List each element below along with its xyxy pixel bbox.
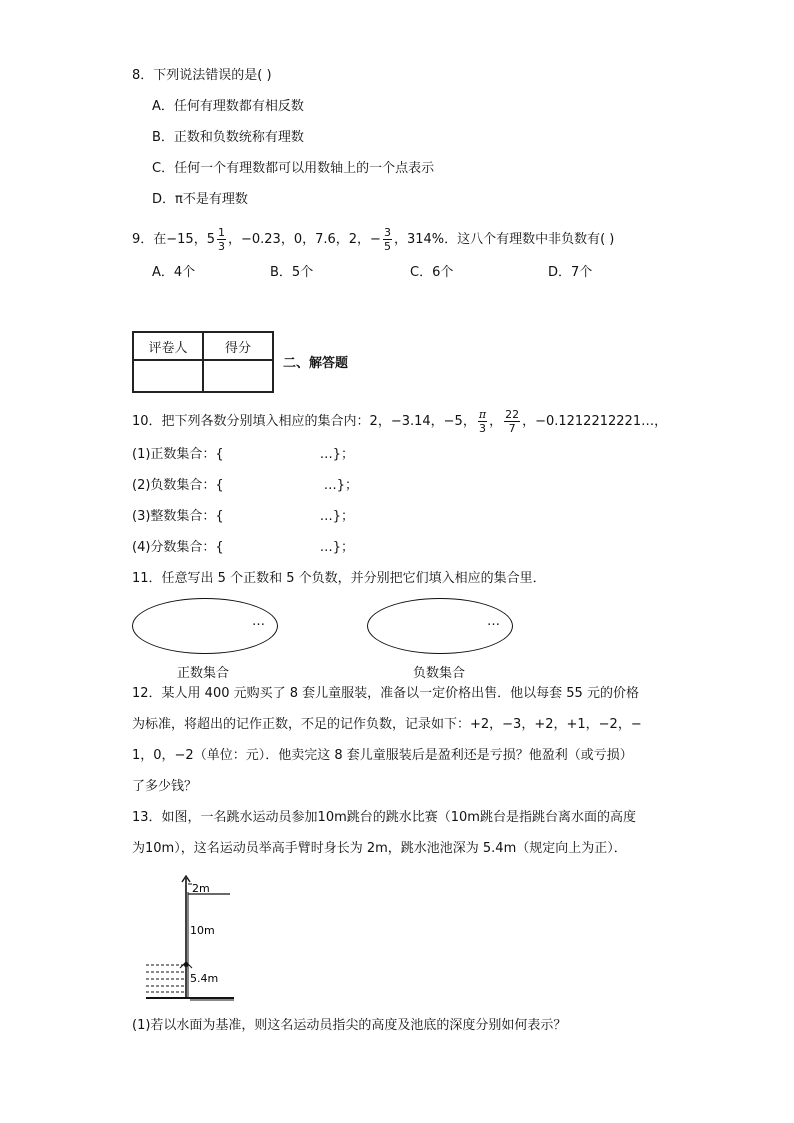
figure-label-2m: 2m	[192, 882, 210, 895]
q10-suffix: ，−0.1212212221…，	[522, 414, 668, 429]
q9-fraction-2: $\frac{3}{5}$	[383, 226, 391, 253]
q9-option-b: B．5个	[270, 265, 314, 280]
q9-mid: ，−0.23，0，7.6，2，−	[227, 232, 381, 247]
score-table-score-header: 得分	[203, 332, 273, 360]
score-table-grader-header: 评卷人	[133, 332, 203, 360]
negative-set-label: 负数集合	[413, 666, 466, 681]
q8-option-c: C．任何一个有理数都可以用数轴上的一个点表示	[152, 161, 435, 176]
q10-fraction-22-7: $\frac{22}{7}$	[505, 408, 520, 435]
q9-option-a: A．4个	[152, 265, 196, 280]
q10-set-fraction: (4)分数集合：{ …}；	[132, 540, 354, 555]
negative-set-dots: …	[487, 614, 500, 629]
q10-set-integer: (3)整数集合：{ …}；	[132, 509, 354, 524]
q8-option-d: D．π不是有理数	[152, 192, 248, 207]
positive-set-label: 正数集合	[177, 666, 230, 681]
q12-line-4: 了多少钱？	[132, 779, 198, 794]
q13-line-1: 13．如图，一名跳水运动员参加10m跳台的跳水比赛（10m跳台是指跳台离水面的高度	[132, 810, 636, 825]
q9-prefix: 9．在−15，5	[132, 232, 215, 247]
diving-figure	[140, 872, 240, 1004]
q9-suffix: ，314%．这八个有理数中非负数有( )	[393, 232, 615, 247]
q10-stem: 10．把下列各数分别填入相应的集合内：2，−3.14，−5， $\frac{\pi}{3}$ ， $\frac{22}{7}$ ，−0.1212212221…，	[132, 408, 668, 435]
q10-fraction-pi: $\frac{\pi}{3}$	[478, 408, 487, 435]
q8-stem: 8．下列说法错误的是( )	[132, 68, 272, 83]
q9-option-c: C．6个	[410, 265, 454, 280]
q13-line-2: 为10m），这名运动员举高手臂时身长为 2m，跳水池池深为 5.4m（规定向上为正）．	[132, 841, 627, 856]
score-table-grader-cell[interactable]	[133, 360, 203, 392]
q11-stem: 11．任意写出 5 个正数和 5 个负数，并分别把它们填入相应的集合里．	[132, 571, 546, 586]
q8-option-a: A．任何有理数都有相反数	[152, 99, 304, 114]
q12-line-2: 为标准，将超出的记作正数，不足的记作负数，记录如下：+2，−3，+2，+1，−2，−	[132, 717, 642, 732]
q13-sub1: (1)若以水面为基准，则这名运动员指尖的高度及池底的深度分别如何表示？	[132, 1018, 567, 1033]
q10-set-positive: (1)正数集合：{ …}；	[132, 447, 354, 462]
score-table-score-cell[interactable]	[203, 360, 273, 392]
q9-option-d: D．7个	[548, 265, 593, 280]
q12-line-3: 1，0，−2（单位：元）．他卖完这 8 套儿童服装后是盈利还是亏损？他盈利（或亏损）	[132, 748, 633, 763]
positive-set-dots: …	[252, 614, 265, 629]
section-title: 二、解答题	[283, 356, 349, 371]
q9-fraction-1: $\frac{1}{3}$	[217, 226, 225, 253]
q8-option-b: B．正数和负数统称有理数	[152, 130, 304, 145]
q10-prefix: 10．把下列各数分别填入相应的集合内：2，−3.14，−5，	[132, 414, 476, 429]
figure-label-10m: 10m	[190, 924, 215, 937]
q9-stem	[132, 226, 614, 253]
score-table	[132, 331, 274, 393]
q12-line-1: 12．某人用 400 元购买了 8 套儿童服装，准备以一定价格出售．他以每套 55 元的价格	[132, 686, 639, 701]
q10-set-negative: (2)负数集合：{ …}；	[132, 478, 358, 493]
figure-label-5-4m: 5.4m	[190, 972, 219, 985]
